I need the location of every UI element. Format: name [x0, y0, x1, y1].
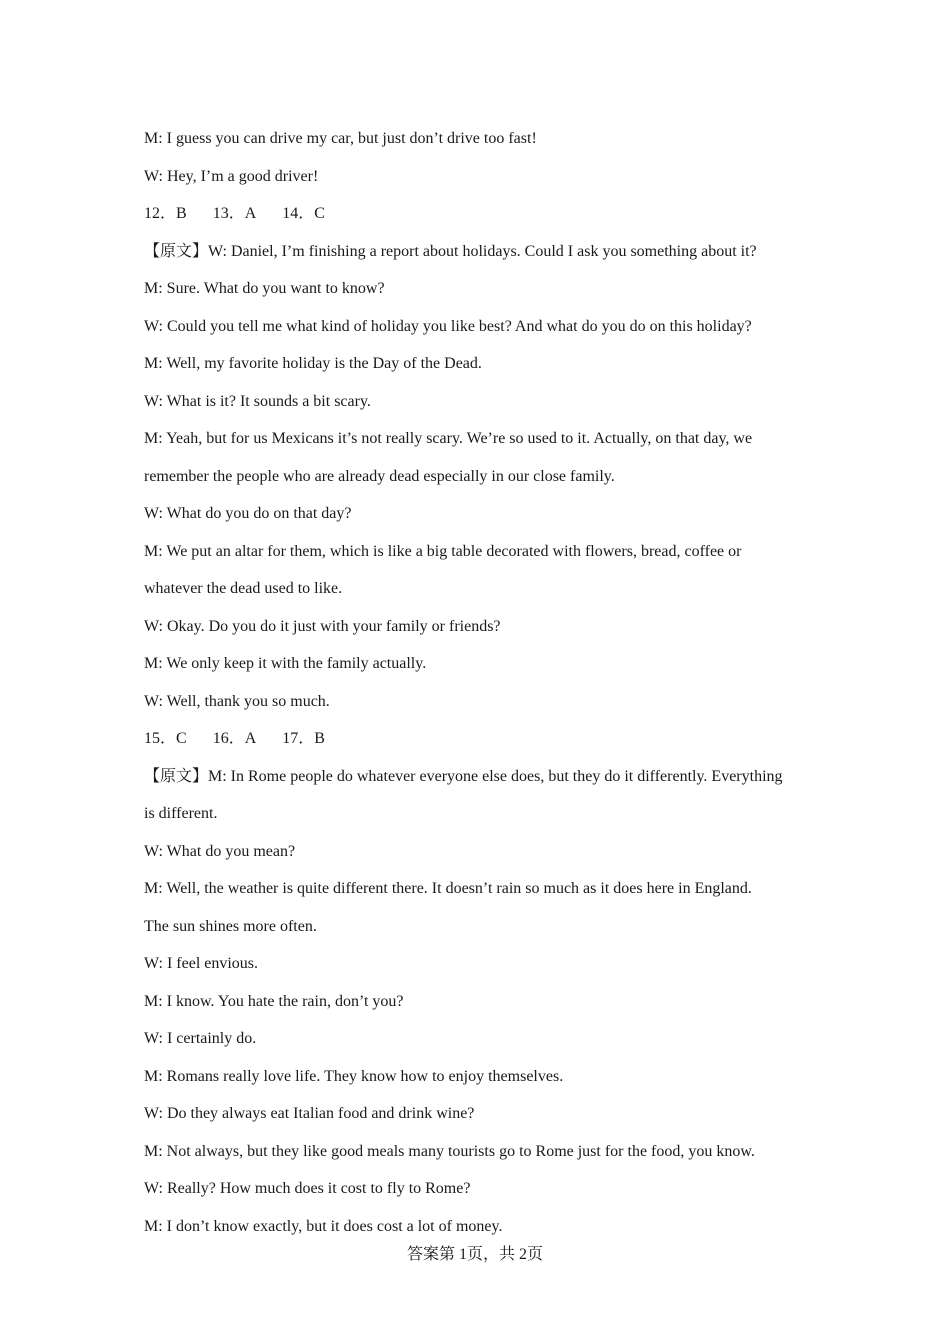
transcript-line: W: Hey, I’m a good driver!	[144, 167, 319, 185]
transcript-line: W: Well, thank you so much.	[144, 692, 330, 710]
transcript-line: whatever the dead used to like.	[144, 580, 343, 597]
transcript-line: M: Yeah, but for us Mexicans it’s not really scary. We’re so used to it. Actually, on that day, we	[144, 430, 753, 447]
document-body	[144, 120, 824, 1245]
transcript-line: W: What is it? It sounds a bit scary.	[144, 392, 371, 410]
transcript-line: is different.	[144, 805, 218, 822]
answer-key-line	[144, 720, 824, 758]
answer-item: 16．A	[212, 730, 257, 747]
transcript-line: W: I certainly do.	[144, 1030, 257, 1047]
transcript-line: M: Romans really love life. They know how to enjoy themselves.	[144, 1067, 564, 1085]
transcript-line: W: Really? How much does it cost to fly to Rome?	[144, 1180, 471, 1197]
transcript-line: M: Sure. What do you want to know?	[144, 280, 385, 297]
transcript-line: W: Okay. Do you do it just with your family or friends?	[144, 617, 501, 635]
transcript-line: W: Do they always eat Italian food and drink wine?	[144, 1105, 475, 1122]
page-footer: 答案第 1页，共 2页	[406, 1246, 543, 1263]
answer-item: 13．A	[212, 205, 257, 222]
transcript-line: 【原文】W: Daniel, I’m finishing a report about holidays. Could I ask you something about it?	[144, 242, 757, 260]
answer-item: 12．B	[144, 205, 187, 222]
answer-key-line	[144, 195, 824, 233]
transcript-line: W: What do you mean?	[144, 842, 296, 860]
transcript-line: W: Could you tell me what kind of holiday you like best? And what do you do on this holiday?	[144, 317, 752, 335]
transcript-line: W: I feel envious.	[144, 955, 259, 972]
transcript-line: M: I guess you can drive my car, but just don’t drive too fast!	[144, 130, 537, 147]
transcript-line: The sun shines more often.	[144, 917, 317, 935]
answer-item: 17．B	[282, 730, 325, 747]
transcript-line: M: Not always, but they like good meals many tourists go to Rome just for the food, you know.	[144, 1142, 755, 1160]
transcript-line: M: We only keep it with the family actually.	[144, 655, 427, 672]
transcript-line: M: I know. You hate the rain, don’t you?	[144, 992, 404, 1010]
transcript-line: M: I don’t know exactly, but it does cost a lot of money.	[144, 1217, 503, 1235]
transcript-line: M: We put an altar for them, which is like a big table decorated with flowers, bread, coffee or	[144, 542, 742, 560]
transcript-line: M: Well, the weather is quite different there. It doesn’t rain so much as it does here in England.	[144, 880, 752, 897]
transcript-line: 【原文】M: In Rome people do whatever everyone else does, but they do it differently. Everything	[144, 767, 783, 785]
transcript-line: remember the people who are already dead especially in our close family.	[144, 467, 615, 485]
answer-item: 14．C	[282, 205, 325, 222]
transcript-line: M: Well, my favorite holiday is the Day of the Dead.	[144, 355, 482, 372]
answer-item: 15．C	[144, 730, 187, 747]
transcript-line: W: What do you do on that day?	[144, 505, 352, 522]
